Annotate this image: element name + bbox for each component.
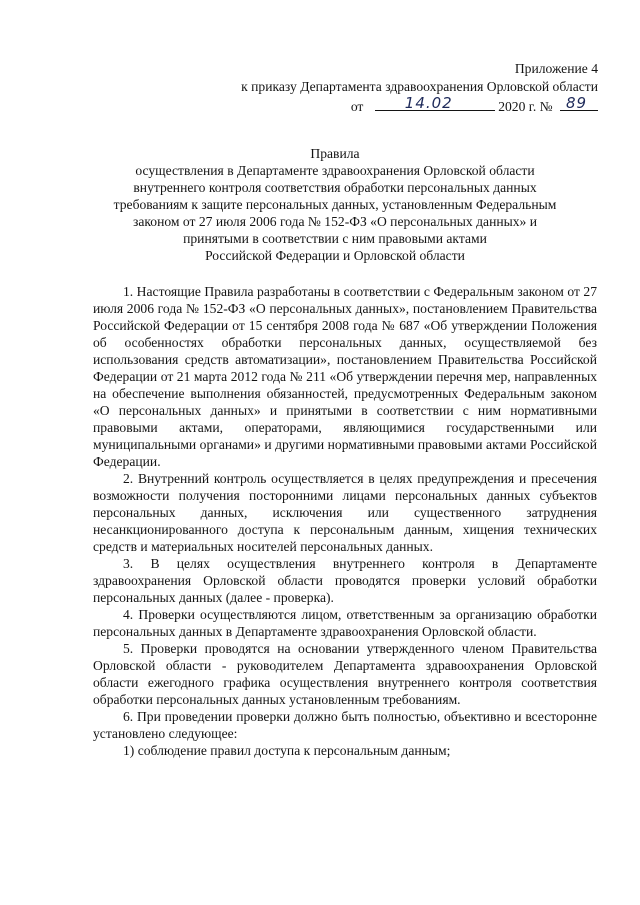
handwritten-date: 14.02 [404,94,453,112]
paragraph-4: 4. Проверки осуществляются лицом, ответственным за организацию обработки персональных данных в Департаменте здравоохранения Орловской области. [93,607,597,639]
title-line: Правила [310,146,360,161]
appendix-header [241,60,598,114]
handwritten-number: 89 [566,94,588,112]
title-line: законом от 27 июля 2006 года № 152-ФЗ «О персональных данных» и [132,214,538,229]
order-reference: к приказу Департамента здравоохранения Орловской области [241,79,598,94]
appendix-number: Приложение 4 [514,61,598,76]
document-body [93,283,597,759]
paragraph-6-item-1: 1) соблюдение правил доступа к персональным данным; [123,743,451,758]
title-line: осуществления в Департаменте здравоохранения Орловской области [135,163,535,178]
paragraph-2: 2. Внутренний контроль осуществляется в целях предупреждения и пресечения возможности получения посторонними лицами персональных данных субъектов персональных данных, исключения или существенного затруднения несанкционированного доступа к персональным данным, хищения технических средств и материальных носителей персональных данных. [93,471,597,554]
title-line: внутреннего контроля соответствия обработки персональных данных [133,180,537,195]
title-line: требованиям к защите персональных данных, установленным Федеральным [113,197,557,212]
paragraph-5: 5. Проверки проводятся на основании утвержденного членом Правительства Орловской области - руководителем Департамента здравоохранения Орловской области ежегодного графика осуществления внутреннего контроля соответствия обработки персональных данных установленным требованиям. [93,641,597,707]
document-title [95,145,575,264]
paragraph-6: 6. При проведении проверки должно быть полностью, объективно и всесторонне установлено следующее: [93,709,597,741]
paragraph-3: 3. В целях осуществления внутреннего контроля в Департаменте здравоохранения Орловской области проводятся проверки условий обработки персональных данных (далее - проверка). [93,556,597,605]
date-field [375,96,495,111]
date-suffix: 2020 г. № [498,99,553,114]
title-line: Российской Федерации и Орловской области [205,248,465,263]
number-field [560,96,598,111]
date-prefix: от [350,99,364,114]
paragraph-1: 1. Настоящие Правила разработаны в соответствии с Федеральным законом от 27 июля 2006 года № 152-ФЗ «О персональных данных», постановлением Правительства Российской Федерации от 15 сентября 2008 года № 687 «Об утверждении Положения об особенностях обработки персональных данных, осуществляемой без использования средств автоматизации», постановлением Правительства Российской Федерации от 21 марта 2012 года № 211 «Об утверждении перечня мер, направленных на обеспечение выполнения обязанностей, предусмотренных Федеральным законом «О персональных данных» и принятыми в соответствии с ним нормативными правовыми актами, операторами, являющимися государственными или муниципальными органами» и другими нормативными правовыми актами Российской Федерации. [93,284,597,469]
title-line: принятыми в соответствии с ним правовыми актами [183,231,487,246]
order-date-line [241,96,598,114]
